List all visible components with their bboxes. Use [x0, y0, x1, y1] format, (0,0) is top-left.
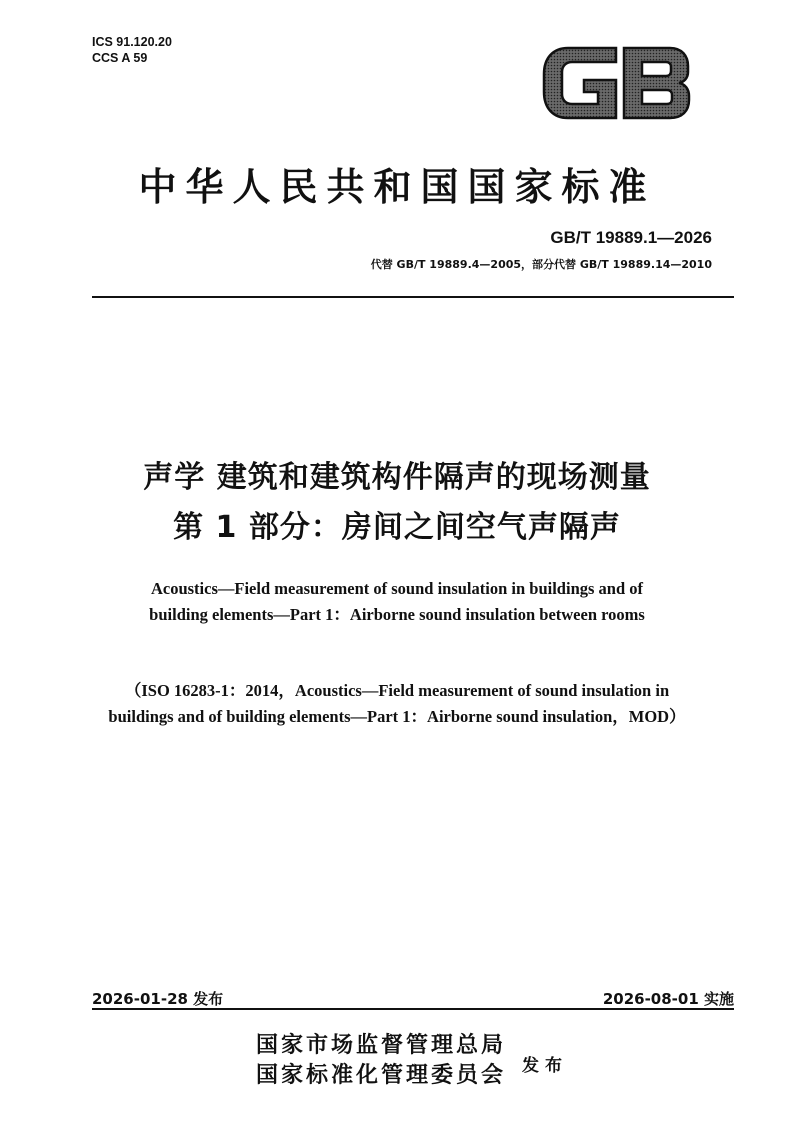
replaces-note: 代替 GB/T 19889.4—2005，部分代替 GB/T 19889.14—2010 — [370, 258, 712, 271]
gb-logo — [538, 40, 694, 126]
english-title-line-1: Acoustics—Field measurement of sound insulation in buildings and of — [150, 579, 644, 598]
iso-reference — [40, 678, 754, 730]
ics-code: ICS 91.120.20 — [92, 35, 172, 49]
classification-codes — [92, 34, 172, 66]
issuer-samr: 国家市场监督管理总局 — [256, 1032, 507, 1058]
implementation-date: 2026-08-01 实施 — [602, 990, 734, 1008]
english-title-line-2: building elements—Part 1：Airborne sound insulation between rooms — [149, 605, 645, 624]
header-divider — [92, 296, 734, 298]
footer-divider — [92, 1008, 734, 1010]
publish-label: 发布 — [522, 1056, 568, 1076]
chinese-title-line-2: 第 1 部分：房间之间空气声隔声 — [173, 510, 621, 545]
ccs-code: CCS A 59 — [92, 51, 148, 65]
english-title — [60, 576, 734, 628]
national-standard-title: 中华人民共和国国家标准 — [138, 164, 656, 209]
issuer-sac: 国家标准化管理委员会 — [256, 1062, 507, 1088]
standard-number: GB/T 19889.1—2026 — [550, 228, 712, 247]
iso-reference-line-2: buildings and of building elements—Part 1：Airborne sound insulation，MOD） — [108, 707, 686, 726]
issue-date: 2026-01-28 发布 — [92, 990, 224, 1008]
chinese-title-line-1: 声学 建筑和建筑构件隔声的现场测量 — [143, 460, 651, 495]
issuing-authorities — [256, 1030, 506, 1090]
iso-reference-line-1: （ISO 16283-1：2014，Acoustics—Field measurement of sound insulation in — [124, 681, 670, 700]
